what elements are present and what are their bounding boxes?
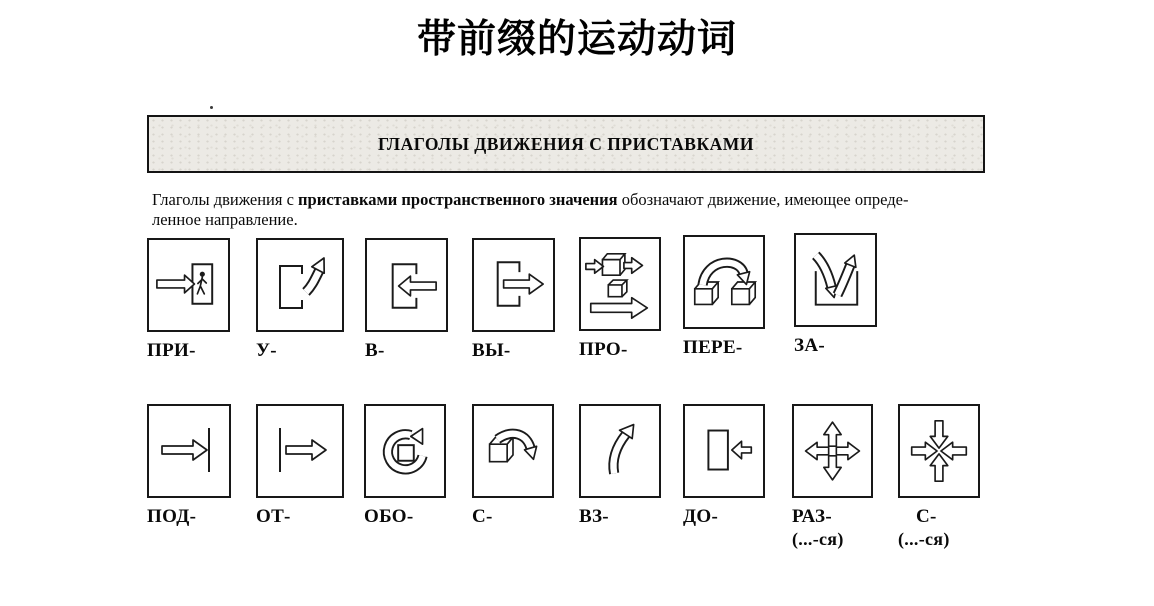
enter-into-icon [365, 238, 448, 332]
around-object-icon [364, 404, 446, 498]
prefix-sublabel: (...-ся) [898, 529, 950, 549]
prefix-label: ВЫ- [472, 340, 511, 361]
prefix-card-v [365, 238, 448, 362]
prefix-label: В- [365, 340, 385, 361]
prefix-card-raz [792, 404, 873, 550]
prefix-label: ПРИ- [147, 340, 196, 361]
prefix-card-pod [147, 404, 231, 528]
through-and-past-icon [579, 237, 661, 331]
prefix-label: ПОД- [147, 506, 197, 527]
over-across-icon [683, 235, 765, 329]
prefix-label: У- [256, 340, 277, 361]
prefix-sublabel: (...-ся) [792, 529, 844, 549]
intro-paragraph [152, 190, 1018, 230]
prefix-card-vz [579, 404, 661, 528]
prefix-card-obo [364, 404, 446, 528]
prefix-card-do [683, 404, 765, 528]
drop-in-behind-icon [794, 233, 877, 327]
away-from-wall-icon [256, 404, 344, 498]
arrive-at-person-icon [147, 238, 230, 332]
prefix-card-pri [147, 238, 230, 362]
prefix-label: ВЗ- [579, 506, 609, 527]
prefix-label: С- [472, 506, 493, 527]
down-off-cube-icon [472, 404, 554, 498]
intro-line1: Глаголы движения с приставками пространственного значения обозначают движение, имеющее опреде- [152, 190, 909, 209]
prefix-card-pro [579, 237, 661, 361]
reach-up-to-icon [683, 404, 765, 498]
converge-inward-icon [898, 404, 980, 498]
prefix-label: С- [916, 506, 937, 527]
prefix-card-za [794, 233, 877, 357]
exit-out-icon [472, 238, 555, 332]
prefix-label: ПЕРЕ- [683, 337, 743, 358]
disperse-outward-icon [792, 404, 873, 498]
intro-line2: ленное направление. [152, 210, 298, 229]
prefix-label: ЗА- [794, 335, 825, 356]
page-title: 带前缀的运动动词 [416, 17, 737, 62]
prefix-label: ОТ- [256, 506, 291, 527]
banner [147, 115, 985, 173]
prefix-label: ОБО- [364, 506, 414, 527]
scan-artifact-dot [210, 106, 213, 109]
prefix-label: РАЗ- [792, 506, 832, 527]
prefix-card-s-down [472, 404, 554, 528]
banner-title: ГЛАГОЛЫ ДВИЖЕНИЯ С ПРИСТАВКАМИ [378, 133, 754, 154]
prefix-card-ot [256, 404, 344, 528]
approach-wall-icon [147, 404, 231, 498]
prefix-card-vy [472, 238, 555, 362]
depart-away-icon [256, 238, 344, 332]
prefix-card-u [256, 238, 344, 362]
upward-icon [579, 404, 661, 498]
prefix-card-pere [683, 235, 765, 359]
prefix-card-s-sya [898, 404, 980, 550]
prefix-label: ПРО- [579, 339, 628, 360]
prefix-label: ДО- [683, 506, 719, 527]
